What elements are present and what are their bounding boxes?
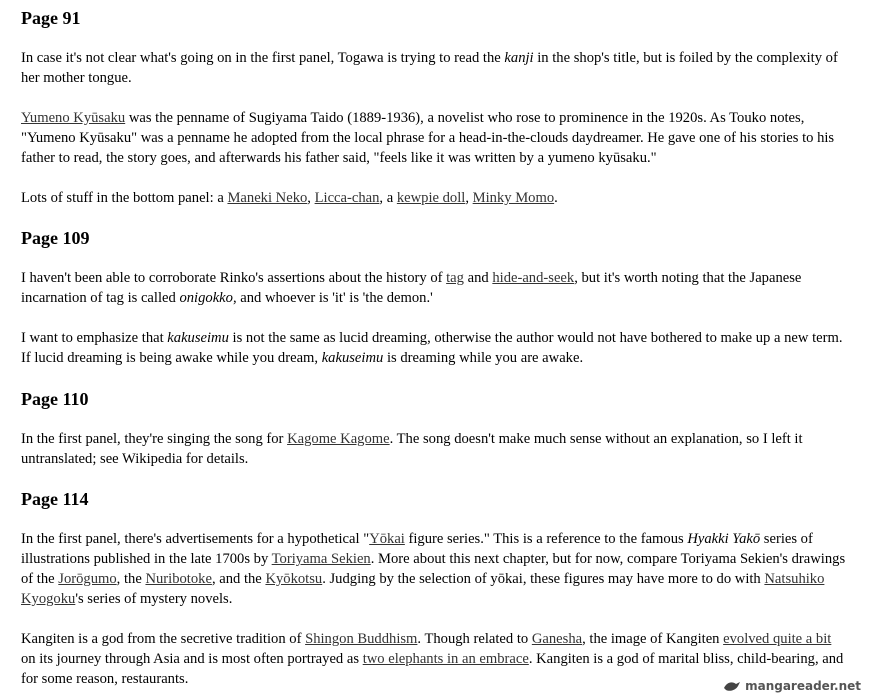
body-text: . Judging by the selection of yōkai, these figures may have more to do with: [322, 571, 765, 587]
body-text: is dreaming while you are awake.: [383, 350, 584, 366]
body-text: In the first panel, they're singing the song for: [21, 431, 288, 447]
text-link[interactable]: Nuribotoke: [145, 571, 212, 587]
text-link[interactable]: Ganesha: [531, 631, 583, 647]
emphasis-text: kakuseimu: [167, 330, 229, 346]
paragraph: [21, 529, 847, 609]
body-text: ,: [307, 190, 315, 206]
text-link[interactable]: Yumeno Kyūsaku: [21, 110, 126, 126]
paragraph: [21, 108, 847, 168]
body-text: , and whoever is 'it' is 'the demon.': [232, 290, 433, 306]
emphasis-text: kakuseimu: [321, 350, 384, 366]
emphasis-text: Hyakki Yakō: [687, 531, 761, 547]
text-link[interactable]: evolved quite a bit: [723, 631, 832, 647]
body-text: .: [554, 190, 558, 206]
body-text: . The song doesn't make much sense without an explanation, so I left it untranslated; see Wikipedia for details.: [21, 431, 803, 467]
text-link[interactable]: Yōkai: [369, 531, 405, 547]
text-link[interactable]: kewpie doll: [396, 190, 466, 206]
body-text: , the: [116, 571, 146, 587]
watermark: [723, 679, 861, 693]
emphasis-text: onigokko: [179, 290, 233, 306]
body-text: was the penname of Sugiyama Taido (1889-1936), a novelist who rose to prominence in the 1920s. As Touko notes, "Yumeno Kyūsaku" was a penname he adopted from the local phrase for a head-in-the-clouds daydreamer. He gave one of his stories to his father to read, the story goes, and afterwards his father said, "feels like it was written by a yumeno kyūsaku.": [21, 110, 835, 166]
heading-page-91: Page 91: [21, 8, 81, 28]
body-text: Lots of stuff in the bottom panel: a: [21, 190, 228, 206]
body-text: in the shop's title, but is foiled by the complexity of her mother tongue.: [21, 50, 838, 86]
text-link[interactable]: Licca-chan: [314, 190, 380, 206]
body-text: . Though related to: [417, 631, 532, 647]
body-text: . Kangiten is a god of marital bliss, child-bearing, and for some reason, restaurants.: [21, 651, 844, 687]
paragraph: [21, 268, 847, 308]
text-link[interactable]: Toriyama Sekien: [271, 551, 371, 567]
heading-page-114: Page 114: [21, 489, 89, 509]
body-text: In case it's not clear what's going on in the first panel, Togawa is trying to read the: [21, 50, 505, 66]
body-text: . More about this next chapter, but for now, compare Toriyama Sekien's drawings of the: [21, 551, 846, 587]
dragon-logo-icon: [723, 679, 741, 693]
body-text: Kangiten is a god from the secretive tradition of: [21, 631, 306, 647]
text-link[interactable]: Jorōgumo: [58, 571, 117, 587]
text-link[interactable]: tag: [446, 270, 464, 286]
body-text: 's series of mystery novels.: [75, 591, 233, 607]
text-link[interactable]: Maneki Neko: [227, 190, 308, 206]
paragraph: [21, 188, 847, 208]
body-text: , but it's worth noting that the Japanese incarnation of tag is called: [21, 270, 802, 306]
text-link[interactable]: Minky Momo: [472, 190, 555, 206]
text-link[interactable]: Kyōkotsu: [265, 571, 323, 587]
paragraph: [21, 328, 847, 368]
body-text: and: [463, 270, 493, 286]
paragraph: [21, 429, 847, 469]
emphasis-text: kanji: [504, 50, 534, 66]
text-link[interactable]: Kagome Kagome: [287, 431, 390, 447]
text-link[interactable]: Shingon Buddhism: [305, 631, 418, 647]
body-text: series of illustrations published in the late 1700s by: [21, 531, 813, 567]
body-text: , the image of Kangiten: [582, 631, 724, 647]
body-text: , and the: [211, 571, 266, 587]
body-text: I haven't been able to corroborate Rinko's assertions about the history of: [21, 270, 447, 286]
text-link[interactable]: two elephants in an embrace: [362, 651, 529, 667]
body-text: ,: [465, 190, 473, 206]
text-link[interactable]: Natsuhiko Kyogoku: [21, 571, 825, 607]
body-text: , a: [379, 190, 397, 206]
watermark-text: mangareader.net: [745, 679, 861, 693]
text-link[interactable]: hide-and-seek: [492, 270, 575, 286]
body-text: on its journey through Asia and is most often portrayed as: [21, 651, 363, 667]
heading-page-110: Page 110: [21, 389, 89, 409]
paragraph: [21, 48, 847, 88]
body-text: is not the same as lucid dreaming, otherwise the author would not have bothered to make up a new term. If lucid dreaming is being awake while you dream,: [21, 330, 843, 366]
heading-page-109: Page 109: [21, 228, 90, 248]
body-text: In the first panel, there's advertisements for a hypothetical ": [21, 531, 370, 547]
body-text: figure series." This is a reference to the famous: [404, 531, 688, 547]
body-text: I want to emphasize that: [21, 330, 168, 346]
